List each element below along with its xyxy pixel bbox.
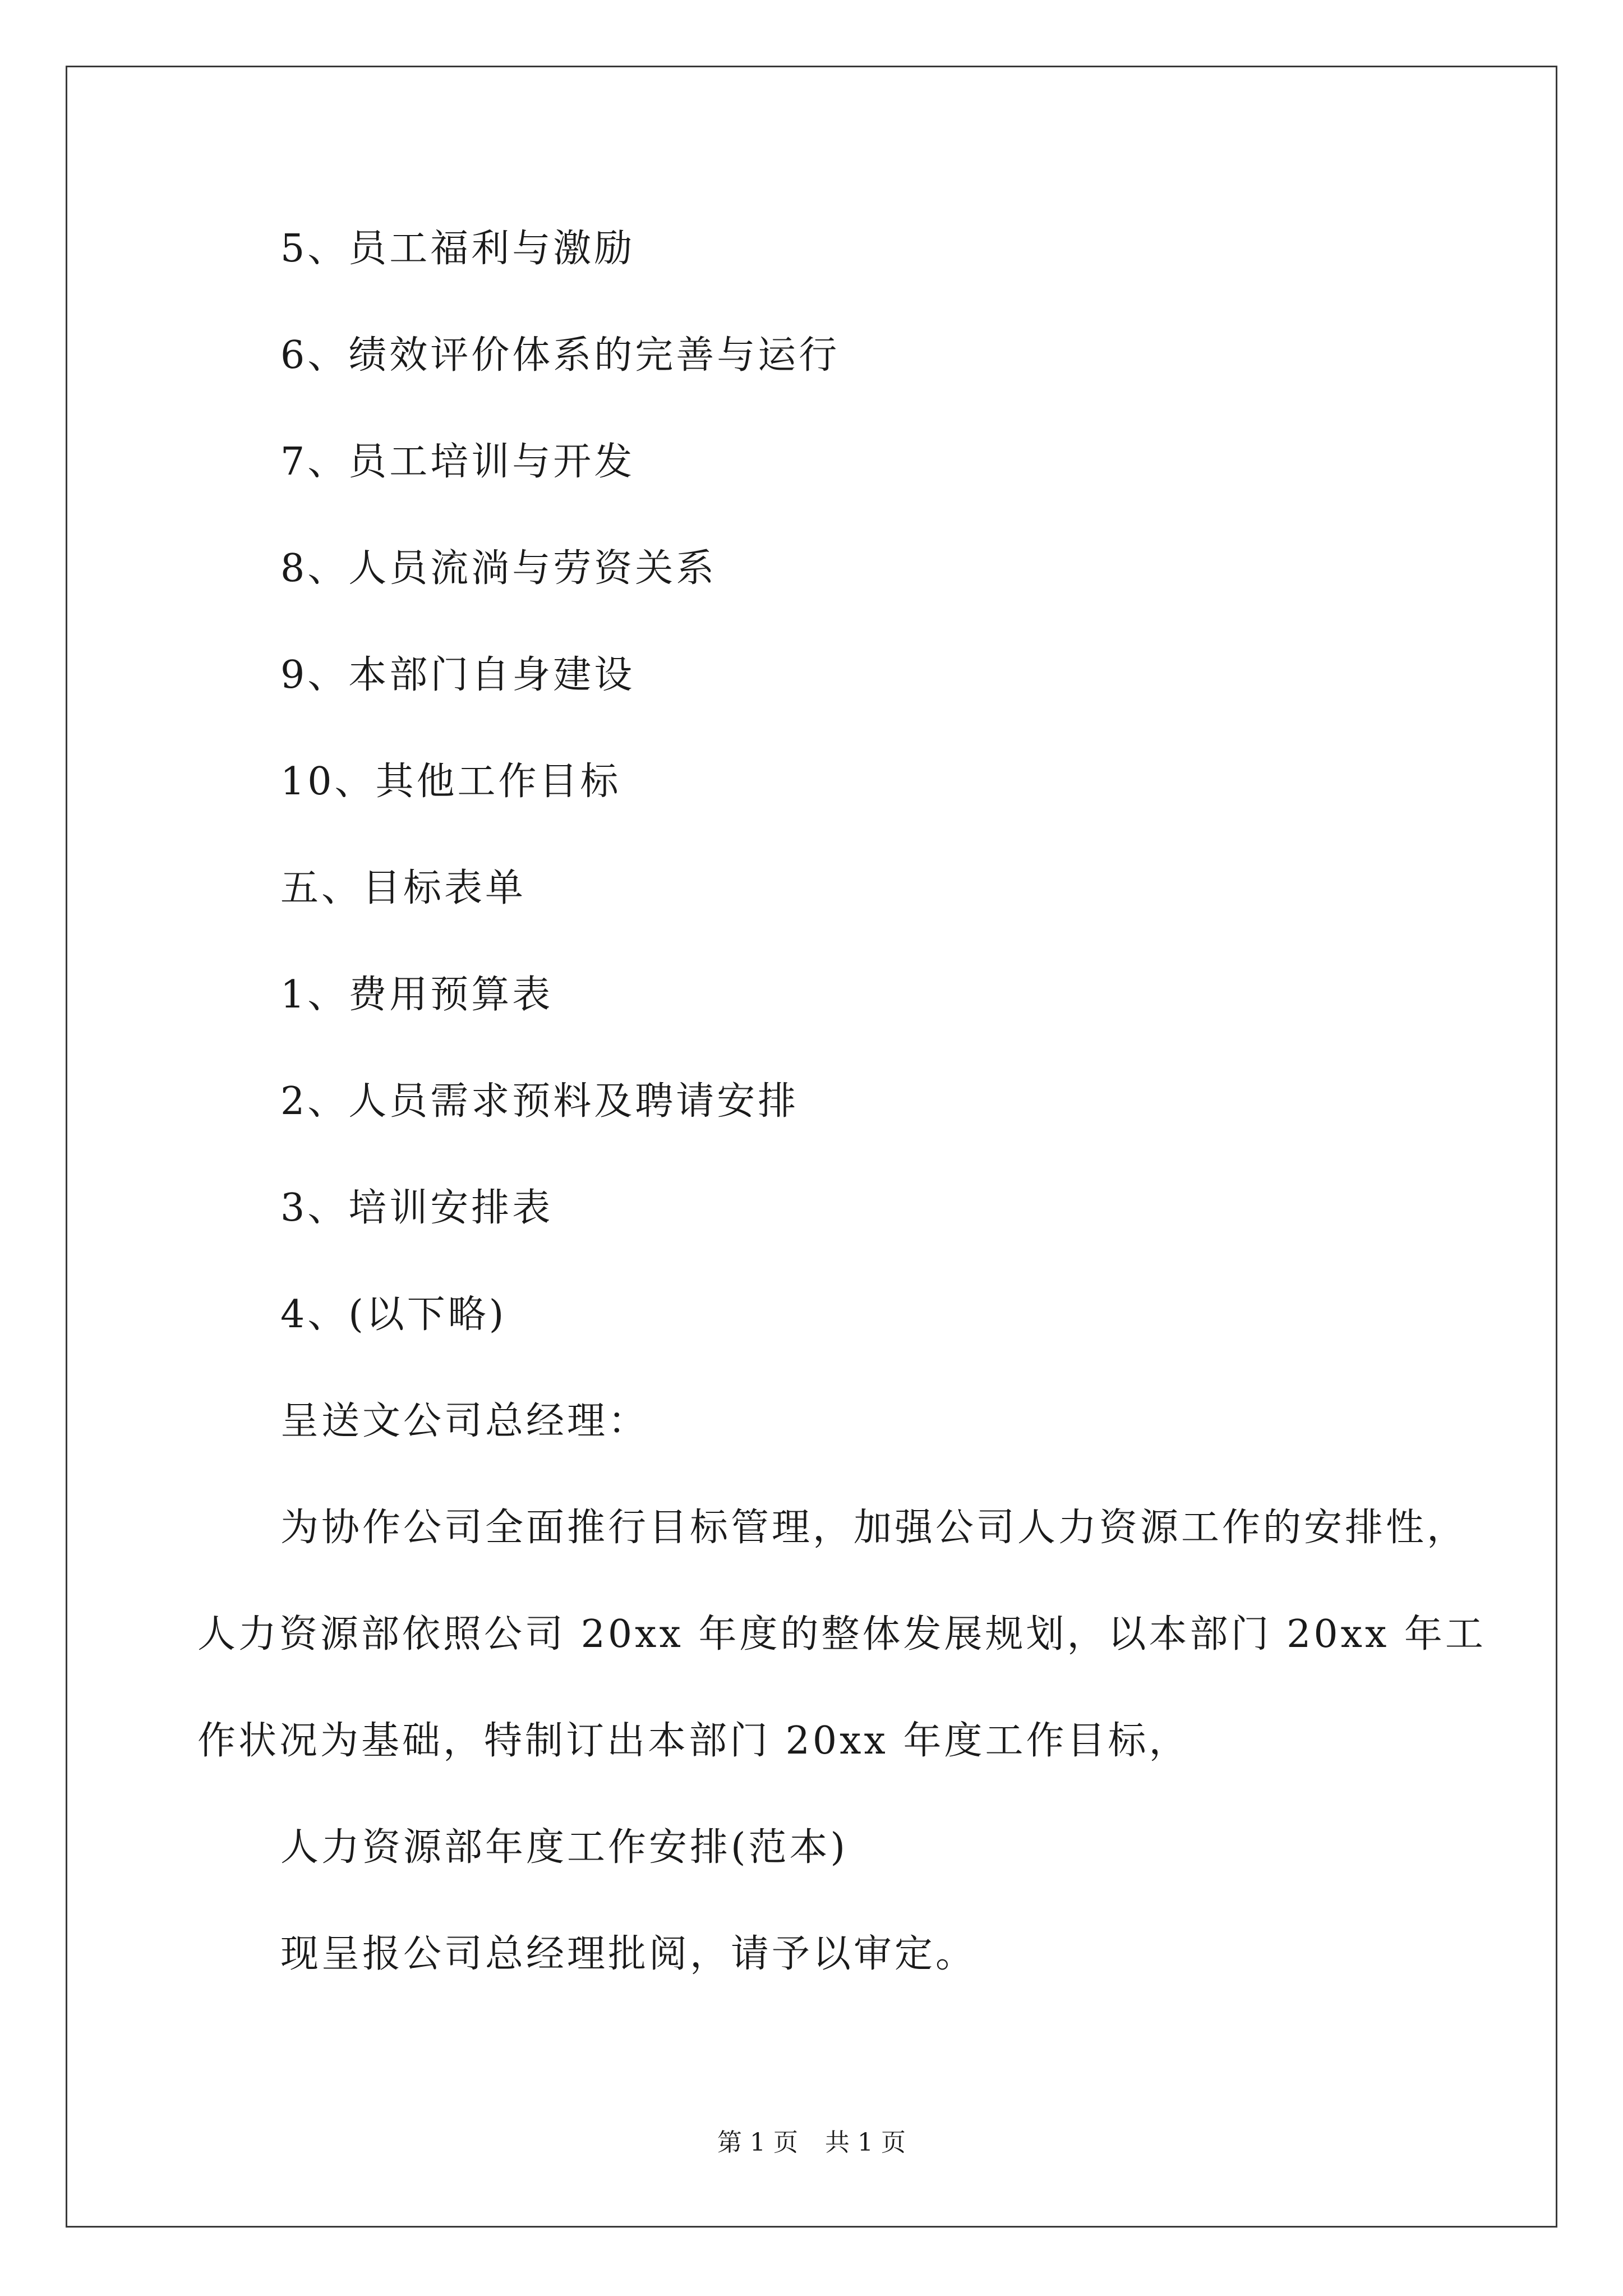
- paragraph-line: 现呈报公司总经理批阅，请予以审定。: [280, 1932, 977, 1976]
- paragraph-line: 人力资源部年度工作安排(范本): [280, 1825, 849, 1870]
- page-number: 第 1 页: [717, 2128, 798, 2157]
- salutation: 呈送文公司总经理：: [280, 1399, 649, 1443]
- list-item: 6、绩效评价体系的完善与运行: [280, 333, 840, 378]
- paragraph-line: 人力资源部依照公司 20xx 年度的整体发展规划，以本部门 20xx 年工: [197, 1612, 1486, 1657]
- list-item: 10、其他工作目标: [280, 760, 621, 804]
- list-item: 4、(以下略): [280, 1292, 507, 1337]
- list-item: 8、人员流淌与劳资关系: [280, 546, 717, 591]
- list-item: 1、费用预算表: [280, 973, 554, 1017]
- list-item: 2、人员需求预料及聘请安排: [280, 1079, 799, 1124]
- paragraph-line: 为协作公司全面推行目标管理，加强公司人力资源工作的安排性，: [280, 1506, 1468, 1550]
- paragraph-line: 作状况为基础，特制订出本部门 20xx 年度工作目标，: [197, 1719, 1190, 1763]
- list-item: 3、培训安排表: [280, 1186, 554, 1230]
- section-heading: 五、目标表单: [280, 866, 527, 910]
- list-item: 5、员工福利与激励: [280, 227, 635, 271]
- page-border: [66, 66, 1557, 2228]
- list-item: 9、本部门自身建设: [280, 653, 635, 697]
- page-total: 共 1 页: [825, 2128, 906, 2157]
- page-footer: [0, 2127, 1623, 2159]
- list-item: 7、员工培训与开发: [280, 440, 635, 484]
